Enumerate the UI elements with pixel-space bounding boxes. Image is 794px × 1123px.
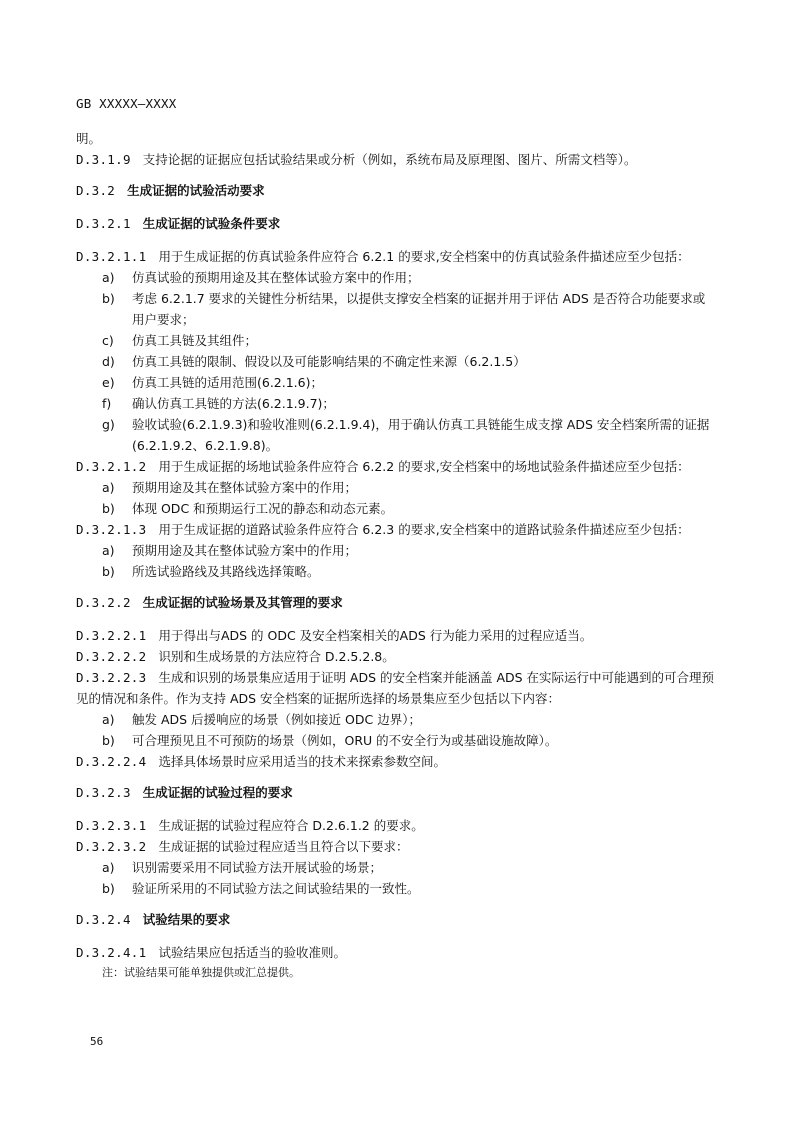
list-marker: a)	[102, 860, 115, 875]
list-item-text: 预期用途及其在整体试验方案中的作用；	[132, 543, 358, 558]
list-marker: d)	[102, 354, 115, 369]
clause-number: D.3.2.2	[76, 595, 131, 610]
list-item	[102, 372, 716, 393]
list-item-text: 体现 ODC 和预期运行工况的静态和动态元素。	[132, 501, 394, 516]
clause-number: D.3.2.1	[76, 216, 131, 231]
list-marker: a)	[102, 270, 115, 285]
list-marker: c)	[102, 333, 114, 348]
section-heading	[76, 592, 716, 613]
list-item	[102, 857, 716, 878]
standard-header: GB XXXXX—XXXX	[76, 96, 177, 111]
list-marker: b)	[102, 733, 115, 748]
section-heading	[76, 213, 716, 234]
clause-paragraph	[76, 128, 716, 149]
list-item-text: 仿真工具链的限制、假设以及可能影响结果的不确定性来源（6.2.1.5）	[132, 354, 526, 369]
list-marker: b)	[102, 564, 115, 579]
list-item-text: 预期用途及其在整体试验方案中的作用；	[132, 480, 358, 495]
section-heading	[76, 782, 716, 803]
clause-number: D.3.2.4	[76, 912, 131, 927]
list-item	[102, 414, 716, 456]
clause-paragraph	[76, 942, 716, 963]
section-heading	[76, 180, 716, 201]
list-item	[102, 330, 716, 351]
clause-number: D.3.2.2.2	[76, 649, 147, 664]
list-marker: g)	[102, 417, 115, 432]
clause-number: D.3.2.1.1	[76, 249, 147, 264]
heading-text: 生成证据的试验场景及其管理的要求	[142, 595, 343, 610]
list-marker: b)	[102, 291, 115, 306]
clause-number: D.3.2.4.1	[76, 945, 147, 960]
clause-text: 用于生成证据的仿真试验条件应符合 6.2.1 的要求,安全档案中的仿真试验条件描述应至少包括：	[158, 249, 690, 264]
list-marker: a)	[102, 543, 115, 558]
list-item	[102, 498, 716, 519]
list-marker: b)	[102, 881, 115, 896]
clause-paragraph	[76, 815, 716, 836]
clause-number: D.3.2.1.2	[76, 459, 147, 474]
list-marker: e)	[102, 375, 115, 390]
clause-text: 生成证据的试验过程应适当且符合以下要求：	[158, 839, 409, 854]
list-item	[102, 351, 716, 372]
list-marker: b)	[102, 501, 115, 516]
clause-text: 用于生成证据的场地试验条件应符合 6.2.2 的要求,安全档案中的场地试验条件描述应至少包括：	[158, 459, 690, 474]
clause-number: D.3.2.2.4	[76, 754, 147, 769]
list-marker: a)	[102, 480, 115, 495]
list-item	[102, 878, 716, 899]
list-item-text: 识别需要采用不同试验方法开展试验的场景；	[132, 860, 383, 875]
clause-paragraph	[76, 667, 716, 709]
heading-text: 生成证据的试验条件要求	[142, 216, 281, 231]
clause-number: D.3.1.9	[76, 152, 131, 167]
clause-paragraph	[76, 751, 716, 772]
list-item	[102, 477, 716, 498]
list-item-text: 仿真试验的预期用途及其在整体试验方案中的作用；	[132, 270, 420, 285]
list-item-text: 触发 ADS 后援响应的场景（例如接近 ODC 边界）；	[132, 712, 421, 727]
clause-paragraph	[76, 625, 716, 646]
page-number: 56	[90, 1035, 104, 1048]
clause-number: D.3.2.2.3	[76, 670, 147, 685]
clause-number: D.3.2.1.3	[76, 522, 147, 537]
clause-paragraph	[76, 246, 716, 267]
clause-text: 生成证据的试验过程应符合 D.2.6.1.2 的要求。	[158, 818, 424, 833]
clause-paragraph	[76, 149, 716, 170]
clause-paragraph	[76, 646, 716, 667]
list-item	[102, 730, 716, 751]
list-item	[102, 540, 716, 561]
heading-text: 生成证据的试验活动要求	[127, 183, 265, 198]
list-item-text: 确认仿真工具链的方法(6.2.1.9.7)；	[132, 396, 335, 411]
clause-paragraph	[76, 519, 716, 540]
list-item-text: 验证所采用的不同试验方法之间试验结果的一致性。	[132, 881, 420, 896]
clause-paragraph	[76, 456, 716, 477]
list-marker: f)	[102, 396, 112, 411]
list-item	[102, 561, 716, 582]
list-item-text: 仿真工具链及其组件；	[132, 333, 258, 348]
list-item-text: 仿真工具链的适用范围(6.2.1.6)；	[132, 375, 323, 390]
clause-text: 用于得出与ADS 的 ODC 及安全档案相关的ADS 行为能力采用的过程应适当。	[158, 628, 593, 643]
clause-text: 生成和识别的场景集应适用于证明 ADS 的安全档案并能涵盖 ADS 在实际运行中可能遇到的可合理预见的情况和条件。作为支持 ADS 安全档案的证据所选择的场景集应至少包括以下内容：	[76, 670, 715, 706]
clause-number: D.3.2.3	[76, 785, 131, 800]
list-marker: a)	[102, 712, 115, 727]
note-text: 注：试验结果可能单独提供或汇总提供。	[102, 966, 300, 979]
clause-number: D.3.2.3.1	[76, 818, 147, 833]
list-item-text: 考虑 6.2.1.7 要求的关键性分析结果，以提供支撑安全档案的证据并用于评估 ADS 是否符合功能要求或用户要求；	[132, 291, 706, 327]
clause-number: D.3.2.3.2	[76, 839, 147, 854]
list-item-text: 可合理预见且不可预防的场景（例如，ORU 的不安全行为或基础设施故障）。	[132, 733, 558, 748]
clause-text: 识别和生成场景的方法应符合 D.2.5.2.8。	[158, 649, 395, 664]
list-item-text: 所选试验路线及其路线选择策略。	[132, 564, 320, 579]
list-item	[102, 393, 716, 414]
clause-text: 明。	[76, 131, 102, 146]
clause-number: D.3.2.2.1	[76, 628, 147, 643]
heading-text: 试验结果的要求	[142, 912, 231, 927]
clause-text: 选择具体场景时应采用适当的技术来探索参数空间。	[158, 754, 446, 769]
clause-text: 用于生成证据的道路试验条件应符合 6.2.3 的要求,安全档案中的道路试验条件描述应至少包括：	[158, 522, 690, 537]
list-item	[102, 288, 716, 330]
clause-text: 支持论据的证据应包括试验结果或分析（例如，系统布局及原理图、图片、所需文档等）。	[142, 152, 637, 167]
heading-text: 生成证据的试验过程的要求	[142, 785, 293, 800]
document-body	[76, 128, 716, 983]
list-item	[102, 709, 716, 730]
clause-text: 试验结果应包括适当的验收准则。	[158, 945, 346, 960]
section-heading	[76, 909, 716, 930]
list-item-text: 验收试验(6.2.1.9.3)和验收准则(6.2.1.9.4)，用于确认仿真工具链能生成支撑 ADS 安全档案所需的证据(6.2.1.9.2、6.2.1.9.8)。	[132, 417, 710, 453]
clause-number: D.3.2	[76, 183, 116, 198]
clause-paragraph	[76, 836, 716, 857]
list-item	[102, 267, 716, 288]
